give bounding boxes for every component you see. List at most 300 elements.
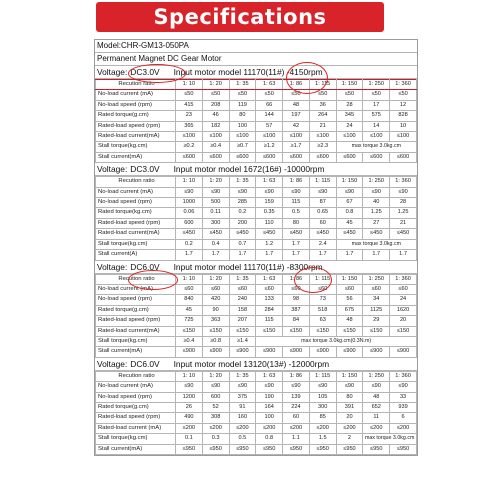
table-cell: ≤200 xyxy=(176,423,203,433)
table-cell: ≤100 xyxy=(283,132,310,142)
table-cell: 1: 20 xyxy=(202,177,229,187)
table-cell: 42 xyxy=(283,121,310,131)
table-cell: 1: 63 xyxy=(256,371,283,381)
table-cell: 115 xyxy=(256,316,283,326)
table-cell: ≤450 xyxy=(176,229,203,239)
row-label: Recution ratio xyxy=(96,80,176,90)
table-cell: 24 xyxy=(390,295,417,305)
table-cell: 73 xyxy=(309,295,336,305)
table-cell: 1.25 xyxy=(363,208,390,218)
table-cell: 0.11 xyxy=(202,208,229,218)
table-cell: ≤200 xyxy=(309,423,336,433)
table-cell: 1: 86 xyxy=(283,274,310,284)
table-cell: ≤60 xyxy=(256,284,283,294)
table-cell: 828 xyxy=(390,111,417,121)
table-cell: 90 xyxy=(202,305,229,315)
table-cell: 240 xyxy=(229,295,256,305)
row-label: Stall torque(kg.cm) xyxy=(96,239,176,249)
table-cell: 1.5 xyxy=(309,434,336,444)
voltage-header xyxy=(95,358,417,371)
table-cell: ≤60 xyxy=(176,284,203,294)
table-row xyxy=(96,347,417,357)
table-cell: 0.5 xyxy=(229,434,256,444)
ratio-row xyxy=(96,177,417,187)
table-cell: ≤950 xyxy=(363,444,390,454)
table-row xyxy=(96,111,417,121)
table-cell: ≤150 xyxy=(283,326,310,336)
table-cell: 1.7 xyxy=(363,250,390,260)
table-cell: 20 xyxy=(390,316,417,326)
table-cell: ≤900 xyxy=(202,347,229,357)
table-cell: 345 xyxy=(336,111,363,121)
table-cell: 0.7 xyxy=(229,239,256,249)
table-cell: ≥0.2 xyxy=(176,142,203,152)
table-cell: ≤90 xyxy=(363,187,390,197)
table-cell: 840 xyxy=(176,295,203,305)
table-cell: ≥0.7 xyxy=(229,142,256,152)
table-cell: ≤50 xyxy=(390,90,417,100)
row-label: Recution ratio xyxy=(96,177,176,187)
row-label: No-load speed (rpm) xyxy=(96,295,176,305)
voltage-label: Voltage: xyxy=(97,358,128,369)
table-cell: ≤90 xyxy=(309,382,336,392)
table-cell: 115 xyxy=(283,198,310,208)
row-label: Stall current(mA) xyxy=(96,152,176,162)
table-row xyxy=(96,250,417,260)
table-cell: 207 xyxy=(229,316,256,326)
table-cell: 1.1 xyxy=(283,434,310,444)
table-row xyxy=(96,187,417,197)
table-cell: 1: 10 xyxy=(176,177,203,187)
table-cell: 1125 xyxy=(363,305,390,315)
table-cell: 1: 250 xyxy=(363,274,390,284)
table-cell: ≥1.7 xyxy=(283,142,310,152)
voltage-value: DC6.0V xyxy=(130,358,160,369)
table-cell: ≤60 xyxy=(202,284,229,294)
table-cell: ≤90 xyxy=(390,382,417,392)
spec-table xyxy=(95,371,417,455)
voltage-value: DC6.0V xyxy=(130,261,160,272)
table-cell: 197 xyxy=(283,111,310,121)
voltage-label: Voltage: xyxy=(97,164,128,175)
voltage-value: DC3.0V xyxy=(130,164,160,175)
table-cell: ≤200 xyxy=(256,423,283,433)
table-cell: 1: 63 xyxy=(256,274,283,284)
table-cell: 1: 10 xyxy=(176,274,203,284)
table-cell: 100 xyxy=(256,413,283,423)
table-cell: ≤50 xyxy=(283,90,310,100)
table-cell: 24 xyxy=(336,121,363,131)
table-cell: ≤200 xyxy=(202,423,229,433)
table-cell: 415 xyxy=(176,100,203,110)
table-cell: ≤100 xyxy=(176,132,203,142)
table-row xyxy=(96,295,417,305)
table-cell: ≤100 xyxy=(202,132,229,142)
table-cell: 67 xyxy=(336,198,363,208)
table-cell: ≤200 xyxy=(283,423,310,433)
table-cell: 1.7 xyxy=(336,250,363,260)
table-cell: 490 xyxy=(176,413,203,423)
table-cell: 1: 360 xyxy=(390,177,417,187)
highlight-circle-voltage-dc6 xyxy=(128,270,178,290)
table-cell: ≤200 xyxy=(363,423,390,433)
table-cell: 52 xyxy=(202,402,229,412)
table-cell: 1: 150 xyxy=(336,80,363,90)
table-row xyxy=(96,392,417,402)
table-cell: 21 xyxy=(309,121,336,131)
table-cell: 1: 360 xyxy=(390,80,417,90)
ratio-row xyxy=(96,371,417,381)
table-cell: ≤90 xyxy=(363,382,390,392)
table-cell: 1: 20 xyxy=(202,274,229,284)
spec-table xyxy=(95,79,417,163)
table-cell: 158 xyxy=(229,305,256,315)
table-cell: ≤200 xyxy=(390,423,417,433)
table-cell: 1: 360 xyxy=(390,274,417,284)
table-cell: ≤950 xyxy=(309,444,336,454)
table-cell: ≤90 xyxy=(256,187,283,197)
table-cell: 84 xyxy=(283,316,310,326)
table-cell: 0.3 xyxy=(202,434,229,444)
table-cell: 14 xyxy=(363,121,390,131)
span-note-cell: max torque 3.0kg.cm xyxy=(336,142,416,152)
table-cell: ≤90 xyxy=(202,382,229,392)
table-cell: 0.8 xyxy=(256,434,283,444)
table-cell: ≤50 xyxy=(309,90,336,100)
table-cell: 28 xyxy=(336,100,363,110)
table-cell: 105 xyxy=(309,392,336,402)
table-cell: 48 xyxy=(363,392,390,402)
table-cell: 1.7 xyxy=(176,250,203,260)
table-cell: ≤450 xyxy=(202,229,229,239)
table-cell: 0.2 xyxy=(176,239,203,249)
motor-model-text: Input motor model 11170(11#) -4150rpm xyxy=(173,67,323,77)
table-cell: 26 xyxy=(176,402,203,412)
table-cell: ≤90 xyxy=(229,187,256,197)
table-cell: 1: 115 xyxy=(309,274,336,284)
table-row xyxy=(96,208,417,218)
table-cell: ≤90 xyxy=(176,187,203,197)
table-cell: ≤600 xyxy=(363,152,390,162)
table-cell: ≤450 xyxy=(229,229,256,239)
table-row xyxy=(96,423,417,433)
table-cell: ≤900 xyxy=(309,347,336,357)
table-cell: ≤90 xyxy=(176,382,203,392)
table-cell: ≤50 xyxy=(256,90,283,100)
table-cell: ≤950 xyxy=(229,444,256,454)
row-label: Rated torque(g.cm) xyxy=(96,402,176,412)
table-cell: 29 xyxy=(363,316,390,326)
table-cell: 45 xyxy=(176,305,203,315)
table-row xyxy=(96,142,417,152)
table-cell: 652 xyxy=(363,402,390,412)
table-cell: 48 xyxy=(336,316,363,326)
row-label: No-load speed (rpm) xyxy=(96,392,176,402)
table-cell: 20 xyxy=(336,413,363,423)
table-cell: 1200 xyxy=(176,392,203,402)
table-cell: ≤60 xyxy=(336,284,363,294)
table-cell: ≤900 xyxy=(229,347,256,357)
table-cell: 182 xyxy=(202,121,229,131)
table-cell: ≥1.4 xyxy=(229,336,256,346)
table-cell: ≤60 xyxy=(390,284,417,294)
table-cell: ≤600 xyxy=(283,152,310,162)
span-note-cell: max torque 3.0kg.cm xyxy=(336,239,416,249)
table-cell: ≤450 xyxy=(309,229,336,239)
table-cell: 1: 115 xyxy=(309,80,336,90)
row-label: Stall torque(kg.cm) xyxy=(96,142,176,152)
table-cell: ≤900 xyxy=(363,347,390,357)
table-cell: ≤50 xyxy=(229,90,256,100)
table-cell: ≤950 xyxy=(283,444,310,454)
table-cell: ≤50 xyxy=(202,90,229,100)
table-cell: ≤100 xyxy=(363,132,390,142)
row-label: Rated-load speed (rpm) xyxy=(96,316,176,326)
row-label: Rated-load current (mA) xyxy=(96,423,176,433)
table-cell: 2.4 xyxy=(309,239,336,249)
table-cell: 500 xyxy=(202,198,229,208)
table-cell: 1: 360 xyxy=(390,371,417,381)
row-label: Rated torque(g.cm) xyxy=(96,111,176,121)
table-cell: ≤600 xyxy=(176,152,203,162)
row-label: Rated-load speed (rpm) xyxy=(96,121,176,131)
table-cell: ≤150 xyxy=(202,326,229,336)
table-cell: 23 xyxy=(176,111,203,121)
table-cell: ≤200 xyxy=(336,423,363,433)
table-cell: ≤60 xyxy=(363,284,390,294)
table-cell: 1: 115 xyxy=(309,177,336,187)
table-cell: 66 xyxy=(256,100,283,110)
table-cell: 40 xyxy=(363,198,390,208)
table-cell: ≤90 xyxy=(283,382,310,392)
table-cell: ≤950 xyxy=(336,444,363,454)
table-cell: ≤90 xyxy=(202,187,229,197)
table-cell: ≥0.4 xyxy=(176,336,203,346)
table-cell: ≤60 xyxy=(309,284,336,294)
table-cell: 57 xyxy=(256,121,283,131)
table-row xyxy=(96,100,417,110)
table-cell: 208 xyxy=(202,100,229,110)
row-label: No-load current (mA) xyxy=(96,187,176,197)
table-cell: 133 xyxy=(256,295,283,305)
table-cell: ≤90 xyxy=(256,382,283,392)
table-cell: 159 xyxy=(256,198,283,208)
table-cell: ≤90 xyxy=(336,382,363,392)
table-cell: 1: 10 xyxy=(176,371,203,381)
table-cell: ≤600 xyxy=(309,152,336,162)
table-cell: ≤90 xyxy=(390,187,417,197)
table-cell: ≤600 xyxy=(390,152,417,162)
voltage-label: Voltage: xyxy=(97,261,128,272)
motor-model-text: Input motor model 11170(11#) -8300rpm xyxy=(173,261,323,272)
table-cell: ≤90 xyxy=(283,187,310,197)
table-cell: ≤950 xyxy=(390,444,417,454)
table-cell: ≤150 xyxy=(390,326,417,336)
table-cell: ≤100 xyxy=(336,132,363,142)
table-cell: 365 xyxy=(176,121,203,131)
table-row xyxy=(96,444,417,454)
table-row xyxy=(96,121,417,131)
table-cell: ≤450 xyxy=(336,229,363,239)
table-cell: 1: 250 xyxy=(363,371,390,381)
table-cell: 27 xyxy=(363,218,390,228)
table-cell: ≤100 xyxy=(390,132,417,142)
row-label: Rated torque(kg.cm) xyxy=(96,208,176,218)
table-cell: 200 xyxy=(229,218,256,228)
highlight-circle-voltage xyxy=(128,64,186,83)
table-cell: 0.2 xyxy=(229,208,256,218)
row-label: Rated-load current(mA) xyxy=(96,326,176,336)
table-row xyxy=(96,326,417,336)
table-cell: 0.1 xyxy=(176,434,203,444)
voltage-label: Voltage: xyxy=(97,67,128,77)
table-row xyxy=(96,198,417,208)
table-cell: 80 xyxy=(336,392,363,402)
table-cell: 48 xyxy=(283,100,310,110)
table-cell: ≤900 xyxy=(336,347,363,357)
row-label: Stall torque(kg.cm) xyxy=(96,434,176,444)
table-cell: 85 xyxy=(309,413,336,423)
table-cell: ≤950 xyxy=(176,444,203,454)
table-cell: 391 xyxy=(336,402,363,412)
table-cell: 0.4 xyxy=(202,239,229,249)
model-subtitle: Permanent Magnet DC Gear Motor xyxy=(95,53,417,66)
table-cell: 56 xyxy=(336,295,363,305)
table-cell: 6 xyxy=(390,413,417,423)
table-cell: 1.7 xyxy=(309,250,336,260)
table-cell: ≤950 xyxy=(202,444,229,454)
table-cell: 21 xyxy=(390,218,417,228)
table-cell: ≤50 xyxy=(336,90,363,100)
spec-sheet xyxy=(94,39,418,456)
table-cell: 1.7 xyxy=(229,250,256,260)
table-cell: 939 xyxy=(390,402,417,412)
table-cell: ≤100 xyxy=(309,132,336,142)
row-label: Rated-load current(mA) xyxy=(96,132,176,142)
table-cell: 420 xyxy=(202,295,229,305)
table-cell: 80 xyxy=(283,218,310,228)
table-cell: 139 xyxy=(283,392,310,402)
table-cell: 100 xyxy=(229,121,256,131)
table-cell: 17 xyxy=(363,100,390,110)
table-cell: 1.7 xyxy=(283,250,310,260)
table-cell: ≤90 xyxy=(309,187,336,197)
row-label: No-load current (mA) xyxy=(96,382,176,392)
spec-table xyxy=(95,176,417,260)
table-cell: ≤900 xyxy=(256,347,283,357)
table-row xyxy=(96,336,417,346)
table-cell: ≤150 xyxy=(309,326,336,336)
table-cell: ≤150 xyxy=(176,326,203,336)
table-row xyxy=(96,218,417,228)
table-cell: 144 xyxy=(256,111,283,121)
table-cell: ≤450 xyxy=(256,229,283,239)
table-cell: ≤600 xyxy=(256,152,283,162)
table-cell: 33 xyxy=(390,392,417,402)
table-cell: 285 xyxy=(229,198,256,208)
table-cell: ≤150 xyxy=(363,326,390,336)
table-cell: 1.7 xyxy=(283,239,310,249)
table-cell: 1: 63 xyxy=(256,177,283,187)
table-cell: ≤900 xyxy=(390,347,417,357)
table-cell: 600 xyxy=(176,218,203,228)
table-cell: 1: 35 xyxy=(229,177,256,187)
span-note-cell: max torque 3.0kg.cm xyxy=(363,434,417,444)
table-cell: 1: 35 xyxy=(229,274,256,284)
table-cell: 190 xyxy=(256,392,283,402)
row-label: Stall current(mA) xyxy=(96,444,176,454)
table-cell: 363 xyxy=(202,316,229,326)
table-cell: 1620 xyxy=(390,305,417,315)
highlight-circle-rpm-dc6 xyxy=(294,267,332,293)
table-cell: 0.5 xyxy=(283,208,310,218)
table-cell: 1: 86 xyxy=(283,371,310,381)
table-row xyxy=(96,402,417,412)
table-cell: 300 xyxy=(202,218,229,228)
table-cell: 12 xyxy=(390,100,417,110)
motor-model-text: Input motor model 1672(16#) -10000rpm xyxy=(173,164,325,175)
table-cell: 164 xyxy=(256,402,283,412)
table-cell: 87 xyxy=(309,198,336,208)
table-cell: 60 xyxy=(309,218,336,228)
table-cell: ≤900 xyxy=(176,347,203,357)
highlight-circle-ratio-rpm xyxy=(286,62,328,94)
table-cell: 0.65 xyxy=(309,208,336,218)
table-cell: 0.06 xyxy=(176,208,203,218)
voltage-header xyxy=(95,163,417,176)
table-cell: 98 xyxy=(283,295,310,305)
table-cell: 375 xyxy=(229,392,256,402)
table-cell: 224 xyxy=(283,402,310,412)
table-cell: 46 xyxy=(202,111,229,121)
table-cell: ≥0.8 xyxy=(202,336,229,346)
table-cell: 1.7 xyxy=(256,250,283,260)
table-row xyxy=(96,239,417,249)
table-cell: 1: 86 xyxy=(283,177,310,187)
table-cell: ≤450 xyxy=(390,229,417,239)
row-label: No-load current (mA) xyxy=(96,90,176,100)
table-cell: 28 xyxy=(390,198,417,208)
table-cell: 119 xyxy=(229,100,256,110)
table-cell: 387 xyxy=(283,305,310,315)
table-row xyxy=(96,382,417,392)
table-cell: 600 xyxy=(202,392,229,402)
row-label: Rated torque(g.cm) xyxy=(96,305,176,315)
table-cell: ≤600 xyxy=(336,152,363,162)
table-cell: ≥2.3 xyxy=(309,142,336,152)
table-cell: ≥0.4 xyxy=(202,142,229,152)
table-cell: 308 xyxy=(202,413,229,423)
table-cell: 110 xyxy=(256,218,283,228)
table-cell: ≤150 xyxy=(336,326,363,336)
table-cell: ≤600 xyxy=(202,152,229,162)
table-cell: ≤90 xyxy=(229,382,256,392)
spec-sections xyxy=(95,66,417,455)
table-cell: 1.2 xyxy=(256,239,283,249)
table-cell: 1000 xyxy=(176,198,203,208)
row-label: Recution ratio xyxy=(96,274,176,284)
table-cell: 1.7 xyxy=(202,250,229,260)
table-cell: ≤90 xyxy=(336,187,363,197)
table-row xyxy=(96,305,417,315)
table-cell: 1: 150 xyxy=(336,274,363,284)
table-cell: ≥1.2 xyxy=(256,142,283,152)
voltage-value: DC3.0V xyxy=(130,67,160,77)
table-cell: 91 xyxy=(229,402,256,412)
table-cell: 1: 10 xyxy=(176,80,203,90)
table-cell: 1: 35 xyxy=(229,371,256,381)
table-cell: 1: 250 xyxy=(363,80,390,90)
